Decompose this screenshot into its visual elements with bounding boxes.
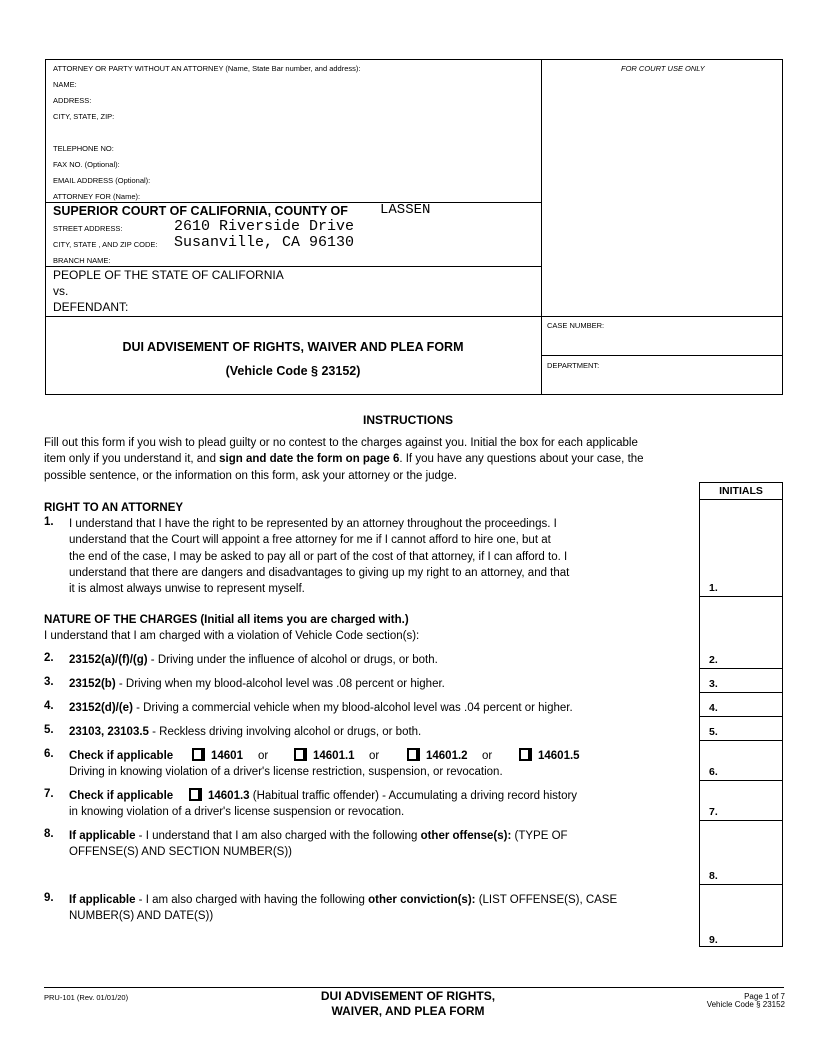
item-8-text: If applicable - I understand that I am also charged with the following other offense(s): (TYPE OF OFFENSE(S) AND SECTION NUMBER(S)) [69,830,568,859]
initial-box-3[interactable]: 3. [709,678,718,690]
item-6-check-label: Check if applicable [69,750,174,762]
footer-title-line2: WAIVER, AND PLEA FORM [331,1004,485,1018]
item-1-number: 1. [44,516,54,528]
initial-box-7[interactable]: 7. [709,806,718,818]
item-4-text: 23152(d)/(e) - Driving a commercial vehicle when my blood-alcohol level was .04 percent or higher. [69,702,573,714]
item-1-text: I understand that I have the right to be represented by an attorney throughout the proceedings. I understand that the Court will appoint a free attorney for me if I cannot afford to hire one, but at the end of the case, I may be asked to pay all or part of the cost of that attorney, if I can afford to. I understand that there are dangers and disadvantages to giving up my right to an attorney, and that it is almost always unwise to represent myself. [69,518,570,596]
county-value[interactable]: LASSEN [380,202,431,218]
footer-code: Vehicle Code § 23152 [706,1000,785,1009]
item-9-number: 9. [44,892,54,904]
item-9-text: If applicable - I am also charged with having the following other conviction(s): (LIST OFFENSE(S), CASE NUMBER(S) AND DATE(S)) [69,894,618,923]
item-6-option-14601-1[interactable]: 14601.1 [294,748,355,764]
email-label[interactable]: EMAIL ADDRESS (Optional): [53,176,151,185]
form-title: DUI ADVISEMENT OF RIGHTS, WAIVER AND PLEA FORM [122,340,464,354]
item-6-option-14601-5[interactable]: 14601.5 [519,748,580,764]
instructions-heading: INSTRUCTIONS [363,413,453,427]
vs-label: vs. [53,284,69,298]
initial-box-4[interactable]: 4. [709,702,718,714]
item-6-or-3: or [482,750,493,762]
fax-label[interactable]: FAX NO. (Optional): [53,160,120,169]
item-6-option-14601[interactable]: 14601 [192,748,243,764]
footer-title-line1: DUI ADVISEMENT OF RIGHTS, [320,989,496,1003]
city-label[interactable]: CITY, STATE, ZIP: [53,112,115,121]
form-subtitle: (Vehicle Code § 23152) [225,364,361,378]
charges-intro: I understand that I am charged with a violation of Vehicle Code section(s): [44,630,420,642]
checkbox-14601[interactable] [192,748,205,761]
instructions-text: Fill out this form if you wish to plead guilty or no contest to the charges against you. Initial the box for each applicable item only if you understand it, and sign and date the form on page 6. If you have any questions about your case, the possible sentence, or the information on this form, ask your attorney or the judge. [44,437,644,482]
case-number-label[interactable]: CASE NUMBER: [547,321,605,330]
item-7-number: 7. [44,788,54,800]
item-6-number: 6. [44,748,54,760]
initial-box-9[interactable]: 9. [709,934,718,946]
name-label[interactable]: NAME: [53,80,77,89]
street-value[interactable]: 2610 Riverside Drive [174,218,355,235]
item-5-text: 23103, 23103.5 - Reckless driving involving alcohol or drugs, or both. [69,726,422,738]
court-title: SUPERIOR COURT OF CALIFORNIA, COUNTY OF [53,204,348,218]
initials-header: INITIALS [719,485,763,497]
initial-box-6[interactable]: 6. [709,766,718,778]
item-8-number: 8. [44,828,54,840]
defendant-label[interactable]: DEFENDANT: [53,300,129,314]
checkbox-14601-3[interactable] [189,788,202,801]
footer-page: Page 1 of 7 [744,992,785,1001]
attorney-caption: ATTORNEY OR PARTY WITHOUT AN ATTORNEY (Name, State Bar number, and address): [53,64,361,73]
item-3-number: 3. [44,676,54,688]
attorney-heading: RIGHT TO AN ATTORNEY [44,502,184,514]
telephone-label[interactable]: TELEPHONE NO: [53,144,114,153]
department-label[interactable]: DEPARTMENT: [547,361,600,370]
footer-form-id: PRU-101 (Rev. 01/01/20) [44,993,129,1002]
initial-box-5[interactable]: 5. [709,726,718,738]
checkbox-14601-2[interactable] [407,748,420,761]
footer-rule [44,987,784,988]
caption-divider [541,59,542,395]
branch-label[interactable]: BRANCH NAME: [53,256,111,265]
attorney-for-label[interactable]: ATTORNEY FOR (Name): [53,192,141,201]
item-3-text: 23152(b) - Driving when my blood-alcohol level was .08 percent or higher. [69,678,445,690]
initial-box-1[interactable]: 1. [709,582,718,594]
item-2-number: 2. [44,652,54,664]
city-zip-value[interactable]: Susanville, CA 96130 [174,234,355,251]
checkbox-14601-5[interactable] [519,748,532,761]
item-6-or-2: or [369,750,380,762]
city-zip-label: CITY, STATE , AND ZIP CODE: [53,240,158,249]
people-label: PEOPLE OF THE STATE OF CALIFORNIA [53,268,284,282]
initial-box-8[interactable]: 8. [709,870,718,882]
checkbox-14601-1[interactable] [294,748,307,761]
street-label: STREET ADDRESS: [53,224,123,233]
court-use-label: FOR COURT USE ONLY [621,64,705,73]
item-2-text: 23152(a)/(f)/(g) - Driving under the influence of alcohol or drugs, or both. [69,654,438,666]
item-6-or-1: or [258,750,269,762]
item-6-option-14601-2[interactable]: 14601.2 [407,748,468,764]
item-7-text: in knowing violation of a driver's license suspension or revocation. [69,806,405,818]
initial-box-2[interactable]: 2. [709,654,718,666]
item-7-check-label: Check if applicable [69,790,174,802]
item-5-number: 5. [44,724,54,736]
charges-heading: NATURE OF THE CHARGES (Initial all items you are charged with.) [44,614,409,626]
item-4-number: 4. [44,700,54,712]
item-6-text: Driving in knowing violation of a driver's license restriction, suspension, or revocation. [69,766,503,778]
item-7-option[interactable]: 14601.3 (Habitual traffic offender) - Accumulating a driving record history [189,788,577,804]
address-label[interactable]: ADDRESS: [53,96,92,105]
